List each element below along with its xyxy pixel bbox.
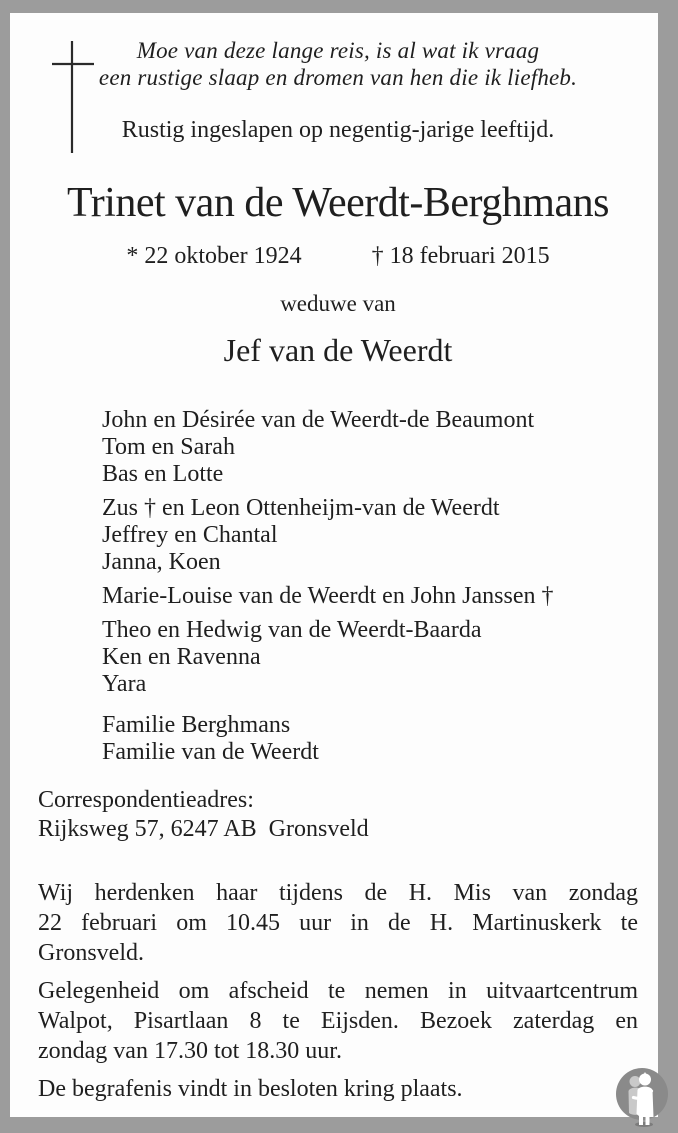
spouse-name: Jef van de Weerdt xyxy=(223,332,453,368)
family-line: Janna, Koen xyxy=(102,549,221,575)
memorial-paragraph xyxy=(38,878,638,968)
family-line: Bas en Lotte xyxy=(102,461,224,487)
funeral-line: De begrafenis vindt in besloten kring plaats. xyxy=(38,1076,463,1102)
relation-line: weduwe van xyxy=(280,291,396,316)
paragraph-line: Gronsveld. xyxy=(38,940,144,966)
death-date: † 18 februari 2015 xyxy=(371,243,550,269)
obituary-card xyxy=(10,13,658,1117)
family-list xyxy=(102,407,638,766)
paragraph-line: 22 februari om 10.45 uur in de H. Martinuskerk te xyxy=(38,910,638,936)
quote-line: Moe van deze lange reis, is al wat ik vraag xyxy=(136,38,540,63)
visitation-paragraph xyxy=(38,976,638,1066)
family-line: Marie-Louise van de Weerdt en John Janssen † xyxy=(102,583,554,609)
life-dates xyxy=(38,242,638,270)
publisher-logo xyxy=(615,1068,671,1128)
family-line: Familie Berghmans xyxy=(102,712,291,738)
opening-quote xyxy=(38,37,638,91)
family-line: Familie van de Weerdt xyxy=(102,739,319,765)
family-line: Jeffrey en Chantal xyxy=(102,522,278,548)
family-line: Ken en Ravenna xyxy=(102,644,261,670)
quote-line: een rustige slaap en dromen van hen die ik liefheb. xyxy=(98,65,578,90)
header xyxy=(38,37,638,144)
family-line: Theo en Hedwig van de Weerdt-Baarda xyxy=(102,617,482,643)
correspondence-block xyxy=(38,786,638,844)
birth-date: * 22 oktober 1924 xyxy=(126,243,302,269)
paragraph-line: Wij herdenken haar tijdens de H. Mis van zondag xyxy=(38,880,638,906)
family-group xyxy=(102,712,638,766)
passing-statement: Rustig ingeslapen op negentig-jarige leeftijd. xyxy=(121,117,555,143)
paragraph-line: Walpot, Pisartlaan 8 te Eijsden. Bezoek zaterdag en xyxy=(38,1008,638,1034)
family-group xyxy=(102,583,638,610)
paragraph-line: zondag van 17.30 tot 18.30 uur. xyxy=(38,1038,342,1064)
family-line: Yara xyxy=(102,671,147,697)
deceased-name: Trinet van de Weerdt-Berghmans xyxy=(67,180,609,226)
cross-icon xyxy=(50,39,96,155)
family-group xyxy=(102,407,638,488)
family-line: Zus † en Leon Ottenheijm-van de Weerdt xyxy=(102,495,500,521)
family-group xyxy=(102,495,638,576)
family-group xyxy=(102,617,638,698)
correspondence-address: Rijksweg 57, 6247 AB Gronsveld xyxy=(38,816,369,842)
correspondence-label: Correspondentieadres: xyxy=(38,787,254,813)
family-line: John en Désirée van de Weerdt-de Beaumont xyxy=(102,407,535,433)
family-line: Tom en Sarah xyxy=(102,434,235,460)
paragraph-line: Gelegenheid om afscheid te nemen in uitvaartcentrum xyxy=(38,978,638,1004)
